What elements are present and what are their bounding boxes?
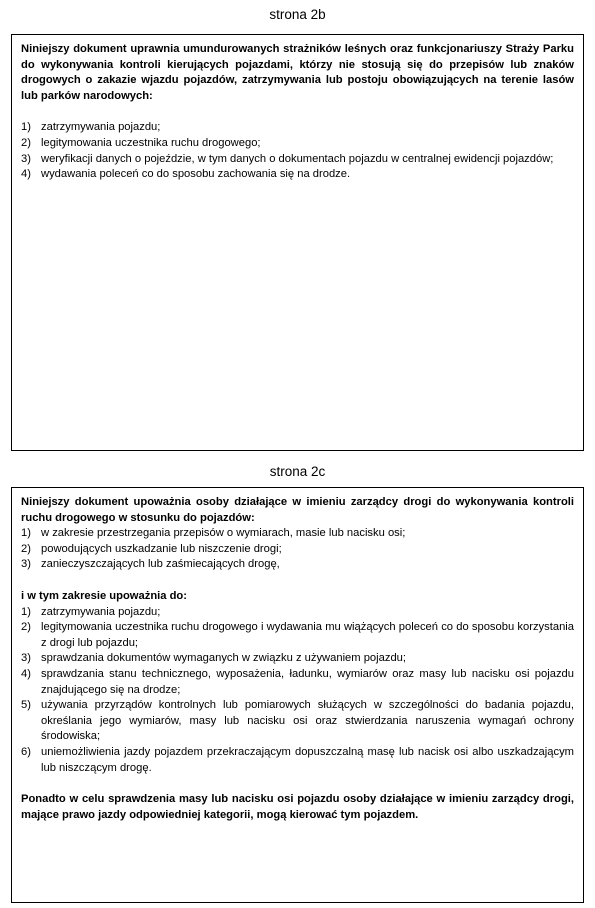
spacer <box>21 573 574 589</box>
item-number: 2) <box>21 621 31 634</box>
item-text: sprawdzania dokumentów wymaganych w związku z używaniem pojazdu; <box>41 652 407 665</box>
item-text: zanieczyszczających lub zaśmiecających drogę, <box>41 558 280 571</box>
page-2c-authorization-list <box>21 605 574 777</box>
item-text: legitymowania uczestnika ruchu drogowego i wydawania mu wiążących poleceń co do sposobu korzystania z drogi lub pojazdu; <box>41 621 574 649</box>
list-item <box>21 651 574 667</box>
page-2c-scope-list <box>21 526 574 573</box>
list-item <box>21 136 574 152</box>
list-item <box>21 120 574 136</box>
item-number: 3) <box>21 152 31 165</box>
page-2c-box <box>11 487 584 903</box>
list-item <box>21 620 574 651</box>
item-text: używania przyrządów kontrolnych lub pomiarowych służących w szczególności do badania pojazdu, określania jego wymiarów, masy lub nacisku osi oraz stwierdzania naruszenia wymagań ochrony środowiska; <box>41 699 574 743</box>
item-number: 6) <box>21 745 31 758</box>
spacer <box>21 776 574 792</box>
item-text: wydawania poleceń co do sposobu zachowania się na drodze. <box>41 168 351 181</box>
list-item <box>21 698 574 745</box>
item-number: 1) <box>21 527 31 540</box>
list-item <box>21 605 574 621</box>
list-item <box>21 557 574 573</box>
list-item <box>21 526 574 542</box>
authorization-heading: i w tym zakresie upoważnia do: <box>21 589 187 602</box>
page-2c-intro: Niniejszy dokument upoważnia osoby działające w imieniu zarządcy drogi do wykonywania kontroli ruchu drogowego w stosunku do pojazdów: <box>21 496 574 524</box>
item-number: 1) <box>21 121 31 134</box>
list-item <box>21 667 574 698</box>
page-2b-list <box>21 120 574 182</box>
item-text: zatrzymywania pojazdu; <box>41 605 161 618</box>
list-item <box>21 745 574 776</box>
item-number: 2) <box>21 542 31 555</box>
item-number: 3) <box>21 558 31 571</box>
item-text: powodujących uszkadzanie lub niszczenie drogi; <box>41 542 282 555</box>
item-text: zatrzymywania pojazdu; <box>41 121 161 134</box>
page-2c-label: strona 2c <box>269 464 326 479</box>
page-2b-intro: Niniejszy dokument uprawnia umundurowanych strażników leśnych oraz funkcjonariuszy Straży Parku do wykonywania kontroli kierujących pojazdami, którzy nie stosują się do przepisów lub znaków drogowych o zakazie wjazdu pojazdów, zatrzymywania lub postoju obowiązujących na terenie lasów lub parków narodowych: <box>21 43 574 102</box>
list-item <box>21 167 574 183</box>
closing-paragraph: Ponadto w celu sprawdzenia masy lub nacisku osi pojazdu osoby działające w imieniu zarządcy drogi, mające prawo jazdy odpowiedniej kategorii, mogą kierować tym pojazdem. <box>21 793 574 821</box>
item-number: 5) <box>21 699 31 712</box>
list-item <box>21 152 574 168</box>
item-text: legitymowania uczestnika ruchu drogowego; <box>41 136 261 149</box>
item-text: uniemożliwienia jazdy pojazdem przekraczającym dopuszczalną masę lub nacisk osi albo uszkadzającym lub niszczącym drogę. <box>41 745 574 774</box>
list-item <box>21 542 574 558</box>
spacer <box>21 104 574 120</box>
page-2b-box <box>11 34 584 451</box>
item-text: w zakresie przestrzegania przepisów o wymiarach, masie lub nacisku osi; <box>41 527 406 540</box>
page-2b-label: strona 2b <box>269 7 326 22</box>
item-text: sprawdzania stanu technicznego, wyposażenia, ładunku, wymiarów oraz masy lub nacisku osi pojazdu znajdującego się na drodze; <box>41 667 574 696</box>
item-number: 2) <box>21 136 31 149</box>
item-number: 4) <box>21 667 31 680</box>
item-number: 3) <box>21 652 31 665</box>
item-text: weryfikacji danych o pojeździe, w tym danych o dokumentach pojazdu w centralnej ewidencji pojazdów; <box>41 152 554 165</box>
item-number: 4) <box>21 168 31 181</box>
item-number: 1) <box>21 605 31 618</box>
